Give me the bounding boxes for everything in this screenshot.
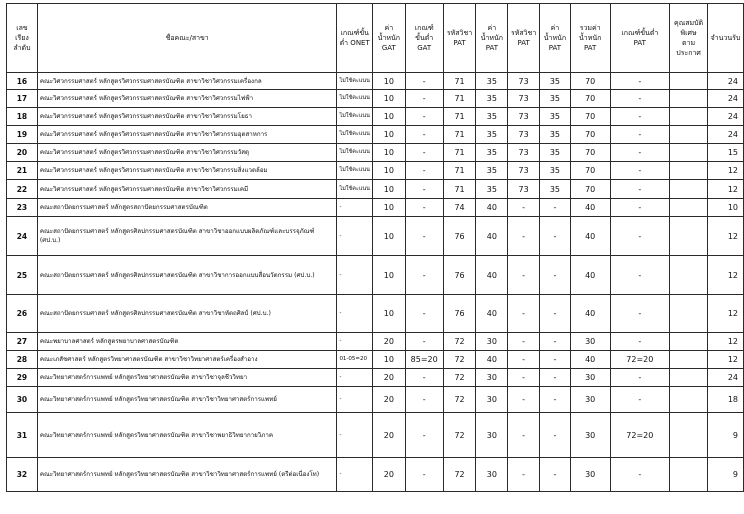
pat-min: - xyxy=(610,90,670,108)
admission-count: 24 xyxy=(708,73,744,90)
pat-code-1: 71 xyxy=(443,73,476,90)
pat-code-2: - xyxy=(508,369,540,387)
admission-count: 9 xyxy=(708,458,744,492)
program-name: คณะสถาปัตยกรรมศาสตร์ หลักสูตรศิลปกรรมศาสตรบัณฑิต สาขาวิชาการออกแบบสื่อนวัตกรรม (ศป.บ.) xyxy=(37,256,337,295)
special-criteria xyxy=(670,180,708,199)
header-line: จำนวนรับ xyxy=(710,34,741,42)
pat-code-1: 72 xyxy=(443,333,476,351)
row-number: 23 xyxy=(7,199,38,217)
pat-min: 72=20 xyxy=(610,413,670,458)
pat-weight-1: 35 xyxy=(476,108,508,126)
pat-code-2: 73 xyxy=(508,90,540,108)
pat-weight-1: 30 xyxy=(476,413,508,458)
header-count xyxy=(708,4,744,73)
header-line: ค่า xyxy=(487,24,497,32)
pat-code-2: - xyxy=(508,387,540,413)
pat-min: 72=20 xyxy=(610,351,670,369)
header-line: เกณฑ์ขั้น xyxy=(340,29,369,37)
pat-weight-2: 35 xyxy=(540,144,571,162)
special-criteria xyxy=(670,256,708,295)
pat-total: 70 xyxy=(570,144,610,162)
admission-count: 18 xyxy=(708,387,744,413)
onet-min: 01-05=20 xyxy=(337,351,373,369)
onet-min: ไม่ใช้คะแนน xyxy=(337,144,373,162)
table-row xyxy=(7,162,744,180)
pat-weight-1: 35 xyxy=(476,90,508,108)
gat-weight: 10 xyxy=(372,108,405,126)
pat-min: - xyxy=(610,73,670,90)
header-pat-weight-2 xyxy=(540,4,571,73)
admission-count: 12 xyxy=(708,351,744,369)
header-line: น้ำหนัก xyxy=(543,34,567,42)
header-line: ขั้นต่ำ xyxy=(415,34,434,42)
pat-code-1: 76 xyxy=(443,256,476,295)
gat-min: - xyxy=(405,333,443,351)
table-row xyxy=(7,144,744,162)
row-number: 24 xyxy=(7,217,38,256)
pat-min: - xyxy=(610,217,670,256)
admission-count: 9 xyxy=(708,413,744,458)
pat-weight-2: 35 xyxy=(540,73,571,90)
table-row xyxy=(7,413,744,458)
onet-min: - xyxy=(337,369,373,387)
table-row xyxy=(7,369,744,387)
program-name: คณะวิทยาศาสตร์การแพทย์ หลักสูตรวิทยาศาสตรบัณฑิต สาขาวิชาจุลชีววิทยา xyxy=(37,369,337,387)
header-gat-min xyxy=(405,4,443,73)
gat-min: - xyxy=(405,295,443,333)
row-number: 16 xyxy=(7,73,38,90)
header-name xyxy=(37,4,337,73)
row-number: 20 xyxy=(7,144,38,162)
row-number: 17 xyxy=(7,90,38,108)
pat-min: - xyxy=(610,387,670,413)
header-line: ตาม xyxy=(682,39,696,47)
gat-weight: 10 xyxy=(372,217,405,256)
pat-weight-2: 35 xyxy=(540,90,571,108)
special-criteria xyxy=(670,144,708,162)
row-number: 28 xyxy=(7,351,38,369)
special-criteria xyxy=(670,217,708,256)
gat-min: - xyxy=(405,126,443,144)
pat-weight-1: 40 xyxy=(476,295,508,333)
table-row xyxy=(7,108,744,126)
pat-code-1: 72 xyxy=(443,413,476,458)
header-line: คุณสมบัติ xyxy=(674,19,704,27)
program-name: คณะสถาปัตยกรรมศาสตร์ หลักสูตรศิลปกรรมศาสตรบัณฑิต สาขาวิชาหัตถศิลป์ (ศป.บ.) xyxy=(37,295,337,333)
pat-weight-1: 30 xyxy=(476,458,508,492)
header-line: ค่า xyxy=(550,24,560,32)
pat-min: - xyxy=(610,256,670,295)
row-number: 22 xyxy=(7,180,38,199)
onet-min: - xyxy=(337,458,373,492)
pat-weight-2: - xyxy=(540,387,571,413)
header-line: PAT xyxy=(548,44,562,52)
admission-count: 12 xyxy=(708,217,744,256)
program-name: คณะวิศวกรรมศาสตร์ หลักสูตรวิศวกรรมศาสตรบัณฑิต สาขาวิชาวิศวกรรมเคมี xyxy=(37,180,337,199)
gat-min: - xyxy=(405,217,443,256)
header-line: ต่ำ ONET xyxy=(339,39,370,47)
pat-weight-2: 35 xyxy=(540,162,571,180)
pat-code-1: 76 xyxy=(443,217,476,256)
pat-weight-1: 35 xyxy=(476,162,508,180)
table-row xyxy=(7,333,744,351)
header-special xyxy=(670,4,708,73)
header-line: เกณฑ์ xyxy=(414,24,434,32)
pat-total: 70 xyxy=(570,180,610,199)
pat-code-1: 72 xyxy=(443,351,476,369)
onet-min: - xyxy=(337,217,373,256)
pat-total: 70 xyxy=(570,90,610,108)
header-pat-code-1 xyxy=(443,4,476,73)
header-line: พิเศษ xyxy=(680,29,697,37)
pat-weight-1: 35 xyxy=(476,144,508,162)
onet-min: - xyxy=(337,413,373,458)
header-line: รหัสวิชา xyxy=(446,29,473,37)
pat-total: 30 xyxy=(570,458,610,492)
row-number: 27 xyxy=(7,333,38,351)
gat-weight: 10 xyxy=(372,295,405,333)
gat-min: - xyxy=(405,90,443,108)
pat-code-2: - xyxy=(508,295,540,333)
header-line: รวมค่า xyxy=(579,24,601,32)
gat-weight: 10 xyxy=(372,126,405,144)
header-pat-total xyxy=(570,4,610,73)
header-line: PAT xyxy=(485,44,498,52)
admission-count: 24 xyxy=(708,369,744,387)
pat-weight-1: 30 xyxy=(476,369,508,387)
pat-min: - xyxy=(610,162,670,180)
gat-weight: 20 xyxy=(372,333,405,351)
pat-code-2: 73 xyxy=(508,162,540,180)
gat-min: - xyxy=(405,180,443,199)
pat-weight-2: - xyxy=(540,256,571,295)
program-name: คณะวิศวกรรมศาสตร์ หลักสูตรวิศวกรรมศาสตรบัณฑิต สาขาวิชาวิศวกรรมวัสดุ xyxy=(37,144,337,162)
pat-total: 70 xyxy=(570,162,610,180)
pat-code-1: 76 xyxy=(443,295,476,333)
pat-code-1: 71 xyxy=(443,90,476,108)
pat-min: - xyxy=(610,458,670,492)
program-name: คณะพยาบาลศาสตร์ หลักสูตรพยาบาลศาสตรบัณฑิต xyxy=(37,333,337,351)
pat-total: 70 xyxy=(570,73,610,90)
table-row xyxy=(7,387,744,413)
gat-weight: 10 xyxy=(372,351,405,369)
table-row xyxy=(7,180,744,199)
table-row xyxy=(7,295,744,333)
program-name: คณะสถาปัตยกรรมศาสตร์ หลักสูตรศิลปกรรมศาสตรบัณฑิต สาขาวิชาออกแบบผลิตภัณฑ์และบรรจุภัณฑ์ (ศป.บ.) xyxy=(37,217,337,256)
row-number: 26 xyxy=(7,295,38,333)
pat-weight-2: - xyxy=(540,369,571,387)
pat-code-2: - xyxy=(508,199,540,217)
header-line: PAT xyxy=(584,44,597,52)
program-name: คณะวิศวกรรมศาสตร์ หลักสูตรวิศวกรรมศาสตรบัณฑิต สาขาวิชาวิศวกรรมไฟฟ้า xyxy=(37,90,337,108)
pat-code-1: 71 xyxy=(443,180,476,199)
onet-min: - xyxy=(337,256,373,295)
gat-min: - xyxy=(405,162,443,180)
gat-weight: 10 xyxy=(372,180,405,199)
pat-code-2: 73 xyxy=(508,180,540,199)
onet-min: ไม่ใช้คะแนน xyxy=(337,180,373,199)
header-line: น้ำหนัก xyxy=(578,34,602,42)
pat-code-2: - xyxy=(508,256,540,295)
admission-count: 12 xyxy=(708,333,744,351)
gat-min: - xyxy=(405,413,443,458)
pat-min: - xyxy=(610,144,670,162)
gat-min: - xyxy=(405,199,443,217)
pat-weight-2: - xyxy=(540,413,571,458)
row-number: 21 xyxy=(7,162,38,180)
admission-count: 12 xyxy=(708,180,744,199)
pat-code-1: 71 xyxy=(443,108,476,126)
special-criteria xyxy=(670,199,708,217)
pat-total: 30 xyxy=(570,413,610,458)
admission-count: 12 xyxy=(708,295,744,333)
pat-weight-2: 35 xyxy=(540,180,571,199)
admission-count: 10 xyxy=(708,199,744,217)
pat-weight-1: 40 xyxy=(476,217,508,256)
onet-min: ไม่ใช้คะแนน xyxy=(337,90,373,108)
onet-min: ไม่ใช้คะแนน xyxy=(337,126,373,144)
pat-total: 40 xyxy=(570,256,610,295)
pat-min: - xyxy=(610,369,670,387)
gat-weight: 20 xyxy=(372,387,405,413)
program-name: คณะวิศวกรรมศาสตร์ หลักสูตรวิศวกรรมศาสตรบัณฑิต สาขาวิชาวิศวกรรมสิ่งแวดล้อม xyxy=(37,162,337,180)
pat-min: - xyxy=(610,199,670,217)
pat-code-2: - xyxy=(508,351,540,369)
gat-min: - xyxy=(405,256,443,295)
special-criteria xyxy=(670,333,708,351)
special-criteria xyxy=(670,295,708,333)
gat-min: - xyxy=(405,369,443,387)
header-line: เรียงลำดับ xyxy=(13,34,31,52)
pat-code-2: - xyxy=(508,413,540,458)
table-row xyxy=(7,351,744,369)
pat-min: - xyxy=(610,108,670,126)
pat-min: - xyxy=(610,180,670,199)
header-line: GAT xyxy=(417,44,432,52)
header-line: PAT xyxy=(633,39,646,47)
header-line: น้ำหนัก xyxy=(480,34,504,42)
gat-weight: 10 xyxy=(372,144,405,162)
admission-count: 24 xyxy=(708,126,744,144)
header-pat-code-2 xyxy=(508,4,540,73)
onet-min: ไม่ใช้คะแนน xyxy=(337,73,373,90)
admission-count: 24 xyxy=(708,90,744,108)
admission-count: 12 xyxy=(708,162,744,180)
pat-code-2: - xyxy=(508,217,540,256)
pat-weight-2: - xyxy=(540,199,571,217)
program-name: คณะวิทยาศาสตร์การแพทย์ หลักสูตรวิทยาศาสตรบัณฑิต สาขาวิชาวิทยาศาสตร์การแพทย์ xyxy=(37,387,337,413)
header-line: น้ำหนัก xyxy=(377,34,401,42)
header-line: เกณฑ์ขั้นต่ำ xyxy=(621,29,659,37)
header-no xyxy=(7,4,38,73)
row-number: 31 xyxy=(7,413,38,458)
special-criteria xyxy=(670,90,708,108)
pat-weight-1: 40 xyxy=(476,199,508,217)
pat-code-2: 73 xyxy=(508,126,540,144)
admission-criteria-table xyxy=(6,3,744,492)
table-row xyxy=(7,458,744,492)
pat-code-2: - xyxy=(508,333,540,351)
header-pat-min xyxy=(610,4,670,73)
header-line: รหัสวิชา xyxy=(510,29,537,37)
special-criteria xyxy=(670,73,708,90)
header-onet xyxy=(337,4,373,73)
header-line: ประกาศ xyxy=(676,49,701,57)
special-criteria xyxy=(670,369,708,387)
pat-weight-2: - xyxy=(540,351,571,369)
header-line: ค่า xyxy=(384,24,394,32)
onet-min: ไม่ใช้คะแนน xyxy=(337,162,373,180)
header-line: PAT xyxy=(517,39,530,47)
pat-code-2: 73 xyxy=(508,73,540,90)
row-number: 29 xyxy=(7,369,38,387)
header-line: ชื่อคณะ/สาขา xyxy=(165,34,209,42)
pat-weight-1: 35 xyxy=(476,180,508,199)
special-criteria xyxy=(670,387,708,413)
pat-weight-1: 40 xyxy=(476,256,508,295)
gat-weight: 20 xyxy=(372,458,405,492)
pat-code-2: - xyxy=(508,458,540,492)
pat-code-1: 74 xyxy=(443,199,476,217)
header-line: PAT xyxy=(453,39,466,47)
gat-weight: 20 xyxy=(372,413,405,458)
pat-total: 40 xyxy=(570,199,610,217)
row-number: 30 xyxy=(7,387,38,413)
pat-weight-2: 35 xyxy=(540,126,571,144)
pat-code-1: 72 xyxy=(443,387,476,413)
pat-code-2: 73 xyxy=(508,108,540,126)
pat-weight-1: 35 xyxy=(476,73,508,90)
table-row xyxy=(7,126,744,144)
pat-weight-2: - xyxy=(540,333,571,351)
gat-min: - xyxy=(405,144,443,162)
pat-total: 40 xyxy=(570,295,610,333)
pat-min: - xyxy=(610,126,670,144)
special-criteria xyxy=(670,126,708,144)
pat-code-2: 73 xyxy=(508,144,540,162)
admission-count: 15 xyxy=(708,144,744,162)
program-name: คณะวิศวกรรมศาสตร์ หลักสูตรวิศวกรรมศาสตรบัณฑิต สาขาวิชาวิศวกรรมโยธา xyxy=(37,108,337,126)
program-name: คณะวิทยาศาสตร์การแพทย์ หลักสูตรวิทยาศาสตรบัณฑิต สาขาวิชาพยาธิวิทยากายวิภาค xyxy=(37,413,337,458)
gat-weight: 20 xyxy=(372,369,405,387)
onet-min: - xyxy=(337,199,373,217)
gat-weight: 10 xyxy=(372,162,405,180)
pat-weight-1: 30 xyxy=(476,387,508,413)
program-name: คณะวิศวกรรมศาสตร์ หลักสูตรวิศวกรรมศาสตรบัณฑิต สาขาวิชาวิศวกรรมอุตสาหการ xyxy=(37,126,337,144)
pat-code-1: 72 xyxy=(443,369,476,387)
gat-min: 85=20 xyxy=(405,351,443,369)
onet-min: - xyxy=(337,387,373,413)
gat-min: - xyxy=(405,73,443,90)
pat-code-1: 71 xyxy=(443,126,476,144)
pat-total: 70 xyxy=(570,108,610,126)
onet-min: - xyxy=(337,295,373,333)
pat-weight-1: 35 xyxy=(476,126,508,144)
pat-weight-2: - xyxy=(540,217,571,256)
pat-weight-2: - xyxy=(540,295,571,333)
pat-min: - xyxy=(610,333,670,351)
pat-code-1: 72 xyxy=(443,458,476,492)
program-name: คณะสถาปัตยกรรมศาสตร์ หลักสูตรสถาปัตยกรรมศาสตรบัณฑิต xyxy=(37,199,337,217)
gat-min: - xyxy=(405,458,443,492)
admission-count: 12 xyxy=(708,256,744,295)
special-criteria xyxy=(670,351,708,369)
row-number: 32 xyxy=(7,458,38,492)
table-row xyxy=(7,199,744,217)
pat-weight-1: 40 xyxy=(476,351,508,369)
pat-code-1: 71 xyxy=(443,162,476,180)
pat-total: 40 xyxy=(570,351,610,369)
pat-total: 30 xyxy=(570,387,610,413)
onet-min: - xyxy=(337,333,373,351)
pat-weight-2: 35 xyxy=(540,108,571,126)
header-line: GAT xyxy=(381,44,396,52)
onet-min: ไม่ใช้คะแนน xyxy=(337,108,373,126)
gat-min: - xyxy=(405,387,443,413)
gat-weight: 10 xyxy=(372,199,405,217)
pat-total: 30 xyxy=(570,369,610,387)
special-criteria xyxy=(670,413,708,458)
table-row xyxy=(7,73,744,90)
gat-weight: 10 xyxy=(372,90,405,108)
pat-total: 30 xyxy=(570,333,610,351)
header-gat-weight xyxy=(372,4,405,73)
pat-total: 70 xyxy=(570,126,610,144)
row-number: 25 xyxy=(7,256,38,295)
program-name: คณะวิศวกรรมศาสตร์ หลักสูตรวิศวกรรมศาสตรบัณฑิต สาขาวิชาวิศวกรรมเครื่องกล xyxy=(37,73,337,90)
pat-weight-1: 30 xyxy=(476,333,508,351)
table-row xyxy=(7,90,744,108)
table-row xyxy=(7,256,744,295)
pat-weight-2: - xyxy=(540,458,571,492)
gat-weight: 10 xyxy=(372,256,405,295)
header-pat-weight-1 xyxy=(476,4,508,73)
gat-min: - xyxy=(405,108,443,126)
special-criteria xyxy=(670,162,708,180)
admission-count: 24 xyxy=(708,108,744,126)
special-criteria xyxy=(670,458,708,492)
pat-code-1: 71 xyxy=(443,144,476,162)
pat-min: - xyxy=(610,295,670,333)
table-row xyxy=(7,217,744,256)
gat-weight: 10 xyxy=(372,73,405,90)
pat-total: 40 xyxy=(570,217,610,256)
program-name: คณะเภสัชศาสตร์ หลักสูตรวิทยาศาสตรบัณฑิต สาขาวิชาวิทยาศาสตร์เครื่องสำอาง xyxy=(37,351,337,369)
header-line: เลข xyxy=(16,24,28,32)
header-row xyxy=(7,4,744,73)
program-name: คณะวิทยาศาสตร์การแพทย์ หลักสูตรวิทยาศาสตรบัณฑิต สาขาวิชาวิทยาศาสตร์การแพทย์ (ตรีต่อเนื่องโท) xyxy=(37,458,337,492)
row-number: 19 xyxy=(7,126,38,144)
special-criteria xyxy=(670,108,708,126)
row-number: 18 xyxy=(7,108,38,126)
